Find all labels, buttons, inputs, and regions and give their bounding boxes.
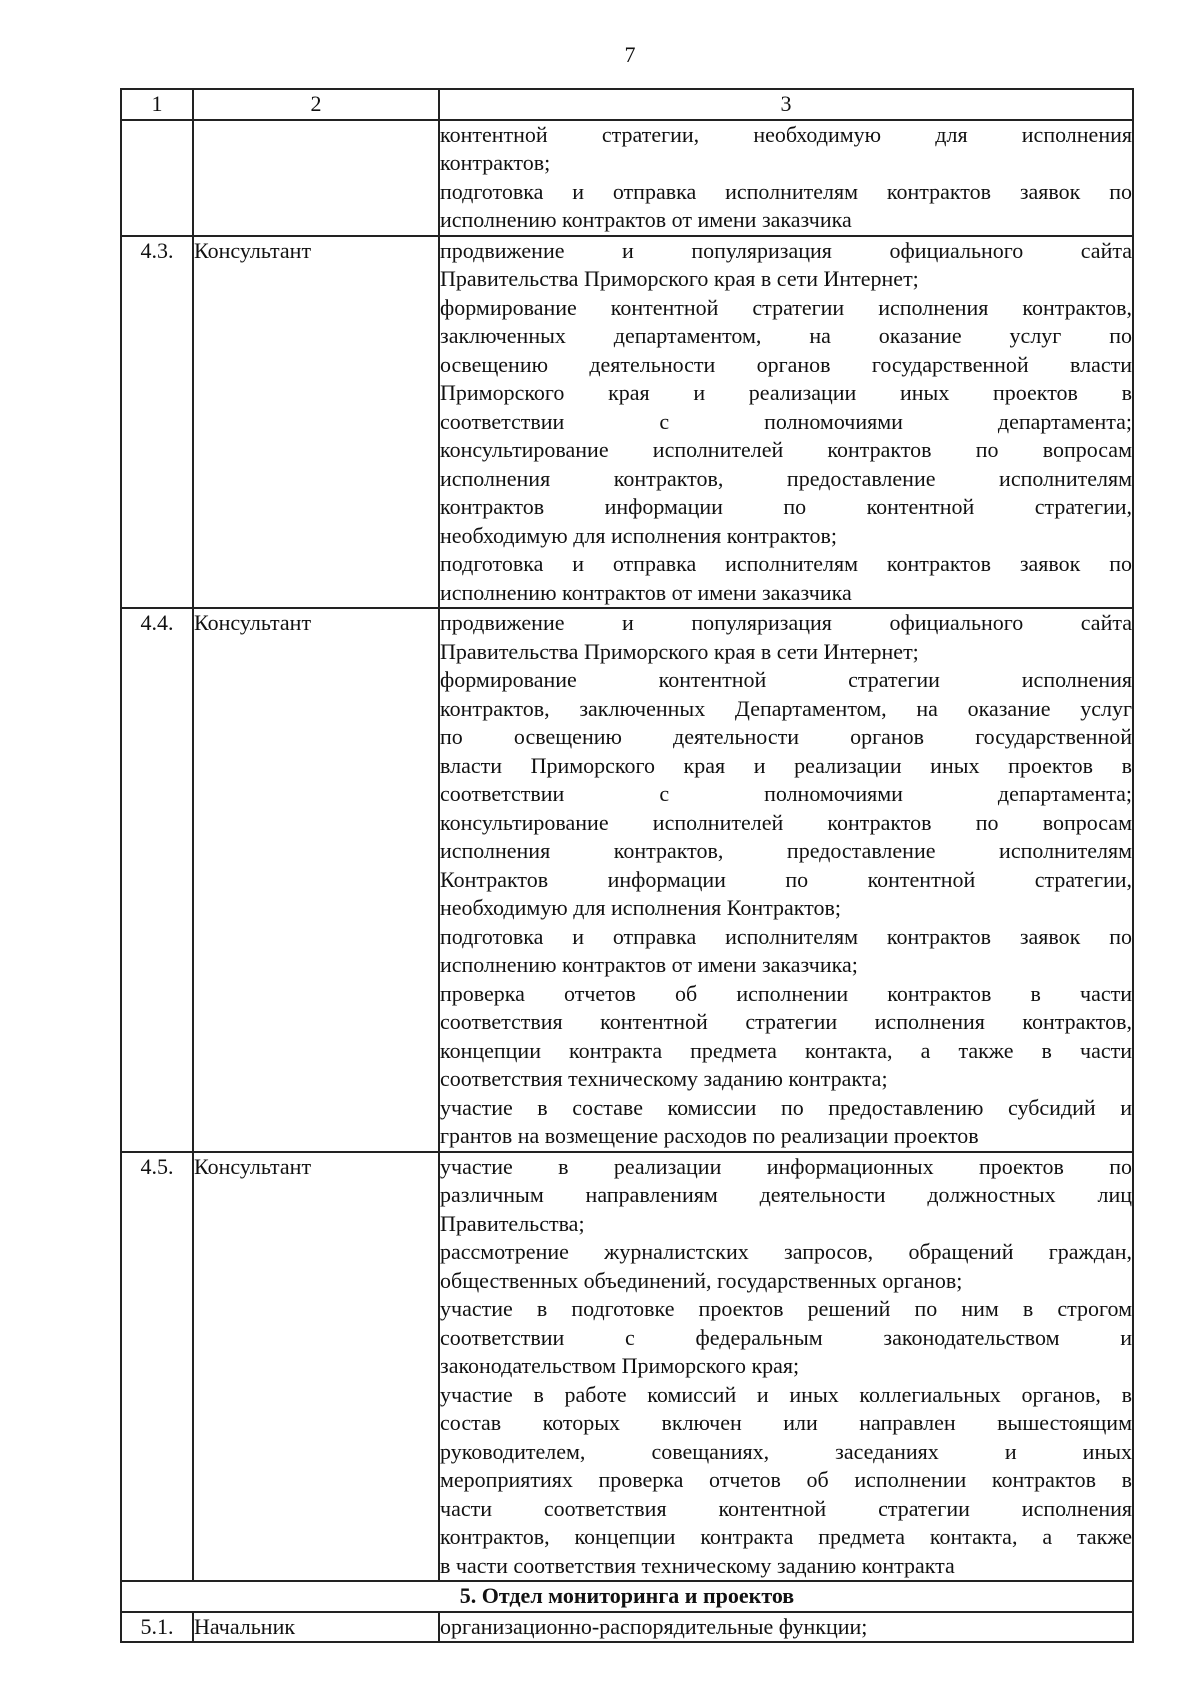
duty-line: контентной стратегии, необходимую для исполнения [440, 121, 1132, 147]
duty-line: мероприятиях проверка отчетов об исполнении контрактов в [440, 1467, 1132, 1492]
duty-line: рассмотрение журналистских запросов, обращений граждан, [440, 1239, 1132, 1264]
duty-line: соответствии с полномочиями департамента; [440, 781, 1132, 806]
position-title: Консультант [193, 608, 439, 1152]
section-title: 5. Отдел мониторинга и проектов [121, 1581, 1133, 1612]
section-row [121, 1581, 1133, 1612]
duties-cell [439, 608, 1133, 1152]
duty-line: исполнению контрактов от имени заказчика [440, 579, 852, 605]
duty-line: необходимую для исполнения Контрактов; [440, 895, 841, 920]
duty-line: соответствии с полномочиями департамента; [440, 408, 1132, 434]
table-header-row [121, 89, 1133, 120]
duty-line: участие в работе комиссий и иных коллегиальных органов, в [440, 1381, 1132, 1407]
duty-line: участие в составе комиссии по предоставлению субсидий и [440, 1094, 1132, 1120]
duty-line: контрактов информации по контентной стратегии, [440, 494, 1132, 519]
duty-line: соответствия техническому заданию контракта; [440, 1066, 888, 1091]
duty-line: консультирование исполнителей контрактов по вопросам [440, 437, 1132, 462]
duty-line: власти Приморского края и реализации иных проектов в [440, 752, 1132, 778]
header-col-1: 1 [121, 89, 193, 120]
row-number: 5.1. [121, 1612, 193, 1643]
duty-line: участие в подготовке проектов решений по ним в строгом [440, 1296, 1132, 1321]
duty-line: части соответствия контентной стратегии исполнения [440, 1495, 1132, 1521]
duty-line: по освещению деятельности органов государственной [440, 724, 1132, 749]
duty-line: подготовка и отправка исполнителям контрактов заявок по [440, 923, 1132, 949]
duty-line: продвижение и популяризация официального сайта [440, 237, 1132, 263]
row-number: 4.4. [121, 608, 193, 1152]
duty-line: состав которых включен или направлен вышестоящим [440, 1410, 1132, 1435]
duty-line: подготовка и отправка исполнителям контрактов заявок по [440, 551, 1132, 576]
position-title: Консультант [193, 1152, 439, 1582]
position-title: Консультант [193, 236, 439, 609]
position-title: Начальник [193, 1612, 439, 1643]
duty-line: концепции контракта предмета контакта, а также в части [440, 1037, 1132, 1063]
duty-line: исполнению контрактов от имени заказчика; [440, 952, 858, 977]
duty-line: руководителем, совещаниях, заседаниях и иных [440, 1438, 1132, 1464]
duty-line: Приморского края и реализации иных проектов в [440, 380, 1132, 405]
duty-line: Правительства Приморского края в сети Интернет; [440, 638, 919, 664]
page-number: 7 [624, 42, 636, 67]
duty-line: консультирование исполнителей контрактов по вопросам [440, 809, 1132, 835]
duty-line: соответствия контентной стратегии исполнения контрактов, [440, 1009, 1132, 1034]
duty-line: организационно-распорядительные функции; [440, 1613, 868, 1639]
duty-line: формирование контентной стратегии исполнения [440, 667, 1132, 692]
duty-line: заключенных департаментом, на оказание услуг по [440, 323, 1132, 348]
duty-line: участие в реализации информационных проектов по [440, 1153, 1132, 1179]
position-cell [193, 120, 439, 236]
duty-line: в части соответствия техническому заданию контракта [440, 1552, 955, 1578]
duty-line: соответствии с федеральным законодательством и [440, 1324, 1132, 1350]
duty-line: общественных объединений, государственных органов; [440, 1267, 963, 1293]
row-number-cell [121, 120, 193, 236]
duties-cell [439, 1152, 1133, 1582]
table-row-continuation [121, 120, 1133, 236]
duty-line: исполнения контрактов, предоставление исполнителям [440, 838, 1132, 863]
duty-line: освещению деятельности органов государственной власти [440, 351, 1132, 377]
table-row [121, 608, 1133, 1152]
duty-line: грантов на возмещение расходов по реализации проектов [440, 1123, 979, 1148]
table-row [121, 1612, 1133, 1643]
duty-line: законодательством Приморского края; [440, 1353, 800, 1378]
duty-line: исполнению контрактов от имени заказчика [440, 207, 852, 232]
row-number: 4.5. [121, 1152, 193, 1582]
duty-line: различным направлениям деятельности должностных лиц [440, 1182, 1132, 1207]
duty-line: Правительства; [440, 1210, 585, 1236]
duties-table [120, 88, 1134, 1643]
duty-line: исполнения контрактов, предоставление исполнителям [440, 465, 1132, 491]
table-row [121, 236, 1133, 609]
duty-line: подготовка и отправка исполнителям контрактов заявок по [440, 178, 1132, 204]
duty-line: контрактов; [440, 150, 551, 175]
header-col-2: 2 [193, 89, 439, 120]
duty-line: контрактов, заключенных Департаментом, на оказание услуг [440, 695, 1132, 721]
duty-line: необходимую для исполнения контрактов; [440, 522, 837, 548]
duties-cell [439, 236, 1133, 609]
duty-line: Контрактов информации по контентной стратегии, [440, 866, 1132, 892]
duty-line: проверка отчетов об исполнении контрактов в части [440, 980, 1132, 1006]
duty-line: формирование контентной стратегии исполнения контрактов, [440, 294, 1132, 320]
duty-line: продвижение и популяризация официального сайта [440, 610, 1132, 635]
duty-line: Правительства Приморского края в сети Интернет; [440, 266, 919, 291]
table-row [121, 1152, 1133, 1582]
header-col-3: 3 [439, 89, 1133, 120]
duties-cell [439, 120, 1133, 236]
duty-line: контрактов, концепции контракта предмета контакта, а также [440, 1524, 1132, 1549]
row-number: 4.3. [121, 236, 193, 609]
duties-cell [439, 1612, 1133, 1643]
